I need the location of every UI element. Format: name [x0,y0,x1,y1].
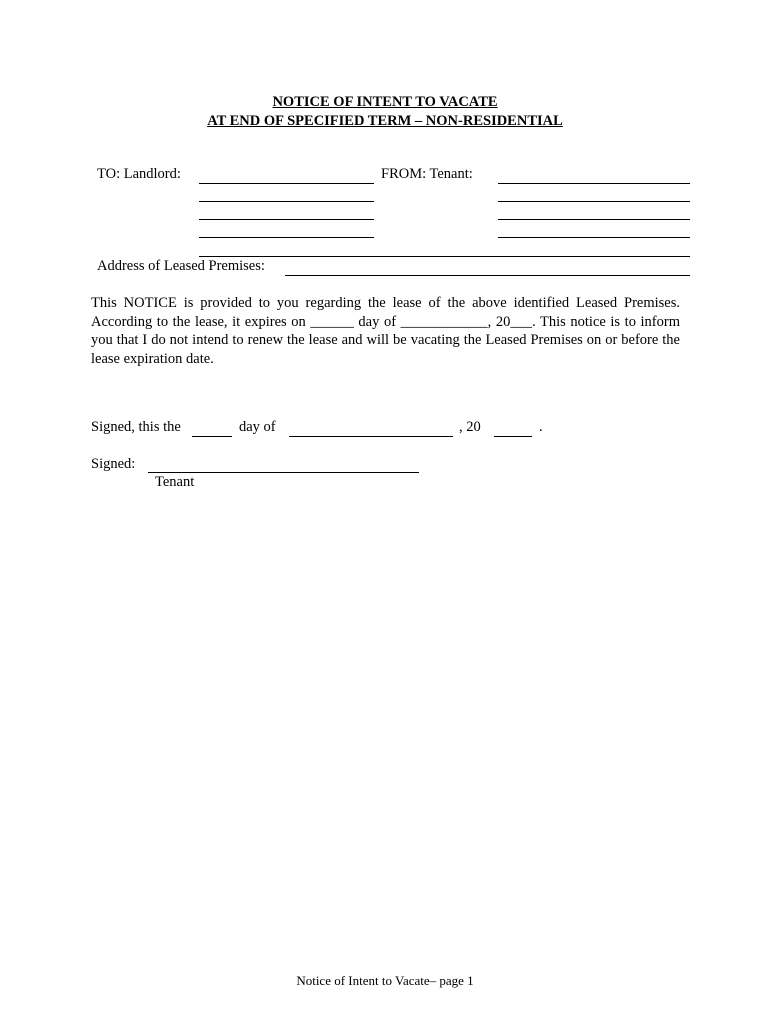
premises-address-line-1[interactable] [199,256,690,257]
premises-address-line-2[interactable] [285,275,690,276]
tenant-address-line-2[interactable] [498,219,690,220]
year-prefix-label: , 20 [459,419,481,435]
signed-day-line[interactable] [192,436,232,437]
signed-label: Signed: [91,456,136,472]
from-tenant-label: FROM: Tenant: [381,166,473,182]
tenant-address-line-3[interactable] [498,237,690,238]
day-of-label: day of [239,419,276,435]
landlord-address-line-1[interactable] [199,201,374,202]
notice-paragraph: This NOTICE is provided to you regarding the lease of the above identified Leased Premises. According to the lease, it expires on ______ day of ____________, 20___. This notice is to inform you that I do not intend to renew the lease and will be vacating the Leased Premises on or before the lease expiration date. [91,295,680,367]
signed-this-label: Signed, this the [91,419,181,435]
document-title-line-1: NOTICE OF INTENT TO VACATE [272,94,498,110]
tenant-address-line-1[interactable] [498,201,690,202]
signed-year-line[interactable] [494,436,532,437]
tenant-name-line[interactable] [498,183,690,184]
landlord-address-line-2[interactable] [199,219,374,220]
tenant-signature-line[interactable] [148,472,419,473]
landlord-name-line[interactable] [199,183,374,184]
tenant-caption: Tenant [155,474,195,490]
to-landlord-label: TO: Landlord: [97,166,181,182]
address-of-leased-premises-label: Address of Leased Premises: [97,258,265,274]
page-footer: Notice of Intent to Vacate– page 1 [296,973,474,988]
document-title-line-2: AT END OF SPECIFIED TERM – NON-RESIDENTIAL [207,113,563,129]
landlord-address-line-3[interactable] [199,237,374,238]
sentence-period: . [539,419,543,435]
signed-month-line[interactable] [289,436,453,437]
